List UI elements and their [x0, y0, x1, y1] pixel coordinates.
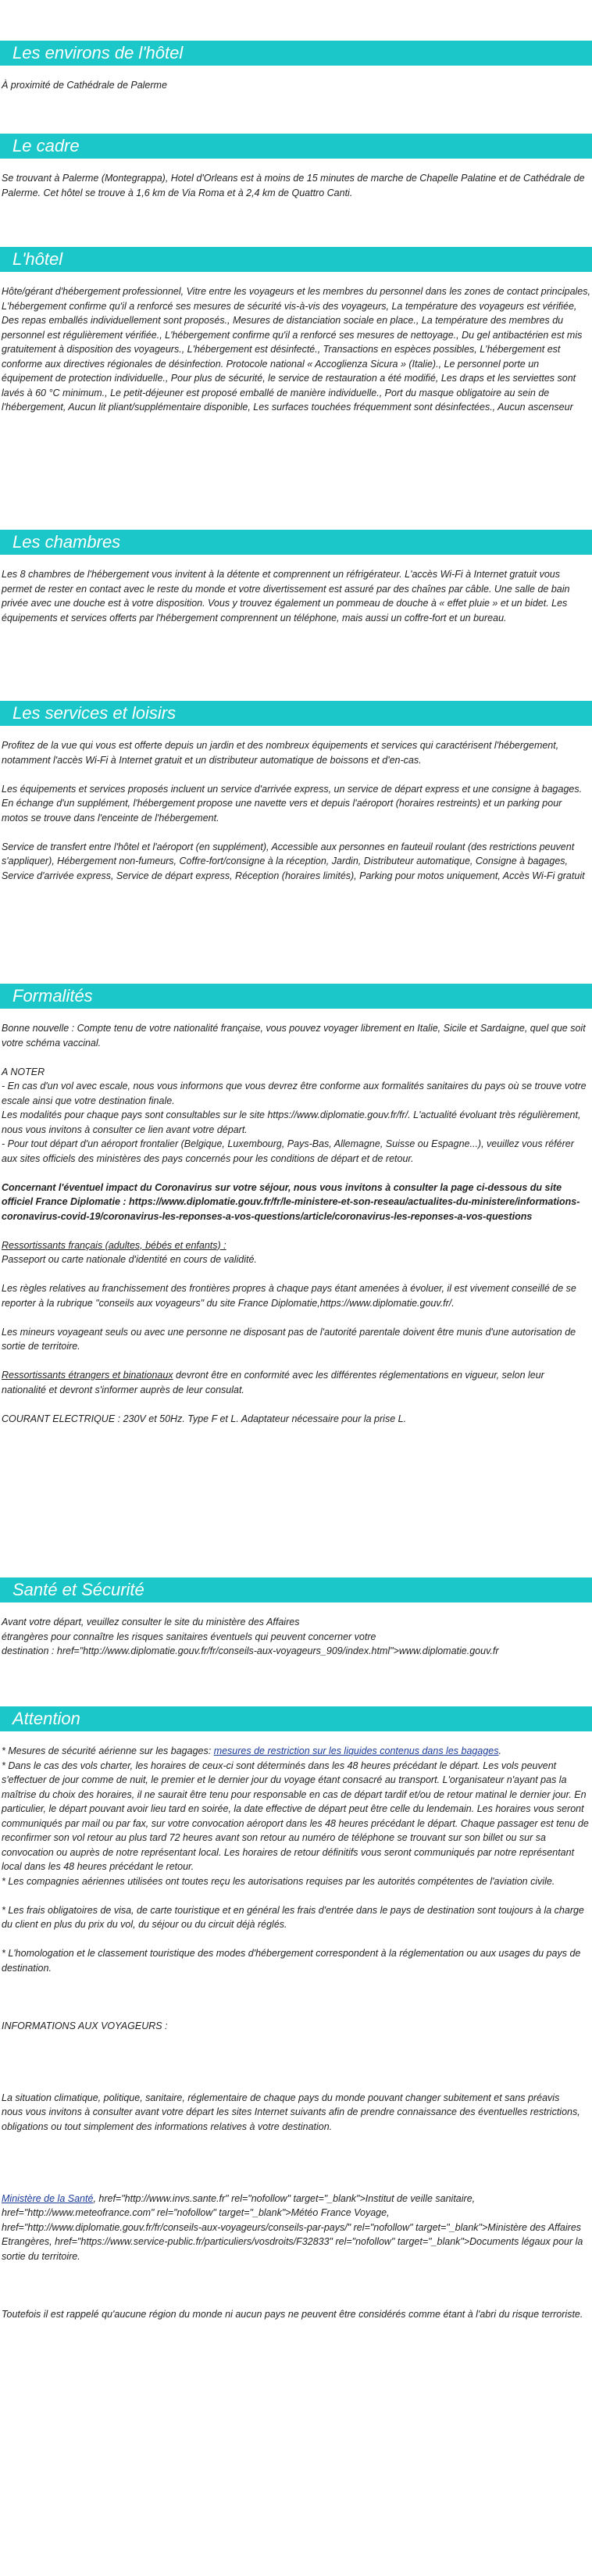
bagages-text — [2, 1744, 590, 1759]
etrangers-text — [2, 1368, 590, 1397]
situation-line-1: La situation climatique, politique, sanitaire, réglementaire de chaque pays du monde pouvant changer subitement et sans préavis — [2, 2092, 560, 2103]
section-title-services: Les services et loisirs — [0, 701, 592, 726]
section-environs — [0, 41, 592, 107]
section-hotel — [0, 247, 592, 429]
ressortissants-fr-title: Ressortissants français (adultes, bébés et enfants) : — [2, 1239, 226, 1251]
formalites-intro: Bonne nouvelle : Compte tenu de votre nationalité française, vous pouvez voyager librement en Italie, Sicile et Sardaigne, quel que soit votre schéma vaccinal. — [2, 1023, 586, 1049]
infos-voyageurs-title: INFORMATIONS AUX VOYAGEURS : — [2, 2020, 168, 2031]
homologation-text: * L'homologation et le classement touristique des modes d'hébergement correspondent à la réglementation ou aux usages du pays de destination. — [2, 1948, 581, 1974]
anoter-escale: - En cas d'un vol avec escale, nous vous informons que vous devrez être conforme aux formalités sanitaires du pays où se trouve votre escale ainsi que votre destination finale. — [2, 1081, 587, 1106]
services-p2: Les équipements et services proposés incluent un service d'arrivée express, un service de départ express et une consigne à bagages. En échange d'un supplément, l'hébergement propose une navette vers et depuis l'aéroport (horaires restreints) et un parking pour motos se trouve dans l'enceinte de l'hébergement. — [2, 783, 583, 824]
section-services — [0, 701, 592, 898]
ministere-rest: , href="http://www.invs.sante.fr" rel="nofollow" target="_blank">Institut de veille sanitaire, href="http://www.meteofrance.com" rel="nofollow" target="_blank">Météo France Voyage, href="http://www.diplomatie.gouv.fr/fr/conseils-aux-voyageurs/conseils-par-pays/" rel="nofollow" target="_blank">Ministère des Affaires Etrangères, href="https://www.service-public.fr/particuliers/vosdroits/F32833" rel="nofollow" target="_blank">Documents légaux pour la sortie du territoire. — [2, 2192, 583, 2262]
frontieres-text: Les règles relatives au franchissement des frontières propres à chaque pays étant amenées à évoluer, il est vivement conseillé de se reporter à la rubrique "conseils aux voyageurs" du site France Diplomatie,https://www.diplomatie.gouv.fr/. — [2, 1283, 576, 1309]
section-formalites — [0, 984, 592, 1441]
environs-text: À proximité de Cathédrale de Palerme — [2, 80, 167, 91]
courant-text: COURANT ELECTRIQUE : 230V et 50Hz. Type F et L. Adaptateur nécessaire pour la prise L. — [2, 1413, 407, 1424]
sante-line-1: Avant votre départ, veuillez consulter le site du ministère des Affaires — [2, 1617, 300, 1627]
ministere-sante-link[interactable]: Ministère de la Santé — [2, 2192, 94, 2204]
ressortissants-fr-text: Passeport ou carte nationale d'identité en cours de validité. — [2, 1254, 257, 1265]
section-title-cadre: Le cadre — [0, 134, 592, 159]
ministere-text — [2, 2192, 590, 2264]
etrangers-body: devront être en conformité avec les différentes réglementations en vigueur, selon leur nationalité et devront s'informer auprès de leur consulat. — [2, 1370, 544, 1395]
cadre-text: Se trouvant à Palerme (Montegrappa), Hotel d'Orleans est à moins de 15 minutes de marche de Chapelle Palatine et de Cathédrale de Palerme. Cet hôtel se trouve à 1,6 km de Via Roma et à 2,4 km de Quattro Canti. — [2, 173, 585, 198]
liquides-restriction-link[interactable]: mesures de restriction sur les liquides contenus dans les bagages — [213, 1745, 499, 1756]
section-sante — [0, 1577, 592, 1659]
compagnies-text: * Les compagnies aériennes utilisées ont toutes reçu les autorisations requises par les autorités compétentes de l'aviation civile. — [2, 1875, 555, 1887]
services-p1: Profitez de la vue qui vous est offerte depuis un jardin et des nombreux équipements et services qui caractérisent l'hébergement, notamment l'accès Wi-Fi à Internet gratuit et un distributeur automatique de boissons et d'en-cas. — [2, 740, 559, 766]
chambres-text: Les 8 chambres de l'hébergement vous invitent à la détente et comprennent un réfrigérateur. L'accès Wi-Fi à Internet gratuit vous permet de rester en contact avec le reste du monde et votre divertissement est assuré par des chaînes par câble. Une salle de bain privée avec une douche est à votre disposition. Vous y trouvez également un pommeau de douche à « effet pluie » et un bidet. Les équipements et services offerts par l'hébergement comprennent un téléphone, mais aussi un coffre-fort et un bureau. — [2, 569, 570, 623]
coronavirus-notice: Concernant l'éventuel impact du Coronavirus sur votre séjour, nous vous invitons à consulter la page ci-dessous du site officiel France Diplomatie : https://www.diplomatie.gouv.fr/fr/le-ministere-et-son-reseau/actualites-du-ministere/informations-coronavirus-covid-19/coronavirus-les-reponses-a-vos-questions/article/coronavirus-les-reponses-a-vos-questions — [2, 1181, 580, 1222]
anoter-title: A NOTER — [2, 1066, 45, 1077]
section-title-formalites: Formalités — [0, 984, 592, 1009]
bagages-suffix: . — [498, 1745, 501, 1756]
bagages-prefix: * Mesures de sécurité aérienne sur les bagages: — [2, 1745, 214, 1756]
mineurs-text: Les mineurs voyageant seuls ou avec une personne ne disposant pas de l'autorité parentale doivent être munis d'une autorisation de sortie de territoire. — [2, 1326, 576, 1352]
etrangers-title: Ressortissants étrangers et binationaux — [2, 1370, 173, 1381]
anoter-frontalier: - Pour tout départ d'un aéroport frontalier (Belgique, Luxembourg, Pays-Bas, Allemagne, Suisse ou Espagne...), veuillez vous référer aux sites officiels des ministères des pays concernés pour les conditions de départ et de retour. — [2, 1138, 574, 1164]
toutefois-text: Toutefois il est rappelé qu'aucune région du monde ni aucun pays ne peuvent être considérés comme étant à l'abri du risque terroriste. — [2, 2308, 583, 2320]
section-title-hotel: L'hôtel — [0, 247, 592, 272]
section-title-environs: Les environs de l'hôtel — [0, 41, 592, 66]
horaires-text: * Dans le cas des vols charter, les horaires de ceux-ci sont déterminés dans les 48 heures précédant le départ. Les vols peuvent s'effectuer de jour comme de nuit, le premier et le dernier jour du voyage étant consacré au transport. L'organisateur n'ayant pas la maîtrise du choix des horaires, il ne saurait être tenu pour responsable en cas de départ tardif et/ou de retour matinal le dernier jour. En particulier, le départ pouvant avoir lieu tard en soirée, la date effective de départ peut être celle du lendemain. Les horaires vous seront communiqués par mail ou par fax, sur votre convocation aéroport dans les 48 heures précédant le départ. Chaque passager est tenu de reconfirmer son vol retour au plus tard 72 heures avant son retour au numéro de téléphone se trouvant sur son billet ou sur sa convocation ou auprès de notre représentant local. Les horaires de retour définitifs vous seront communiqués par notre représentant local dans les 48 heures précédant le retour. — [2, 1760, 589, 1872]
section-title-sante: Santé et Sécurité — [0, 1577, 592, 1602]
services-p3: Service de transfert entre l'hôtel et l'aéroport (en supplément), Accessible aux personnes en fauteuil roulant (des restrictions peuvent s'appliquer), Hébergement non-fumeurs, Coffre-fort/consigne à la réception, Jardin, Distributeur automatique, Consigne à bagages, Service d'arrivée express, Service de départ express, Réception (horaires limités), Parking pour motos uniquement, Accès Wi-Fi gratuit — [2, 841, 585, 881]
section-chambres — [0, 530, 592, 640]
frais-text: * Les frais obligatoires de visa, de carte touristique et en général les frais d'entrée dans le pays de destination sont toujours à la charge du client en plus du prix du vol, du séjour ou du circuit déjà réglés. — [2, 1904, 584, 1930]
situation-line-2: nous vous invitons à consulter avant votre départ les sites Internet suivants afin de prendre connaissance des éventuelles restrictions, obligations ou tout simplement des informations relatives à votre destination. — [2, 2106, 580, 2132]
section-title-chambres: Les chambres — [0, 530, 592, 555]
hotel-text: Hôte/gérant d'hébergement professionnel, Vitre entre les voyageurs et les membres du personnel dans les zones de contact principales, L'hébergement confirme qu'il a renforcé ses mesures de sécurité vis-à-vis des voyageurs, La température des voyageurs est vérifiée, Des repas emballés individuellement sont proposés., Mesures de distanciation sociale en place., La température des membres du personnel est régulièrement vérifiée., L'hébergement confirme qu'il a renforcé ses mesures de nettoyage., Du gel antibactérien est mis gratuitement à disposition des voyageurs., L'hébergement est désinfecté., Transactions en espèces possibles, L'hébergement est conforme aux directives régionales de désinfection. Protocole national « Accoglienza Sicura » (Italie)., Le personnel porte un équipement de protection individuelle., Pour plus de sécurité, le service de restauration a été modifié, Les draps et les serviettes sont lavés à 60 °C minimum., Le petit-déjeuner est proposé emballé de manière individuelle., Port du masque obligatoire au sein de l'hébergement, Aucun lit pliant/supplémentaire disponible, Les surfaces touchées fréquemment sont désinfectées., Aucun ascenseur — [2, 286, 590, 413]
sante-line-2: étrangères pour connaître les risques sanitaires éventuels qui peuvent concerner votre — [2, 1631, 376, 1642]
section-cadre — [0, 134, 592, 215]
sante-line-3: destination : href="http://www.diplomatie.gouv.fr/fr/conseils-aux-voyageurs_909/index.html">www.diplomatie.gouv.fr — [2, 1645, 499, 1656]
section-title-attention: Attention — [0, 1706, 592, 1731]
section-attention — [0, 1706, 592, 2336]
anoter-modalites: Les modalités pour chaque pays sont consultables sur le site https://www.diplomatie.gouv.fr/fr/. L'actualité évoluant très régulièrement, nous vous invitons à consulter ce lien avant votre départ. — [2, 1109, 581, 1135]
